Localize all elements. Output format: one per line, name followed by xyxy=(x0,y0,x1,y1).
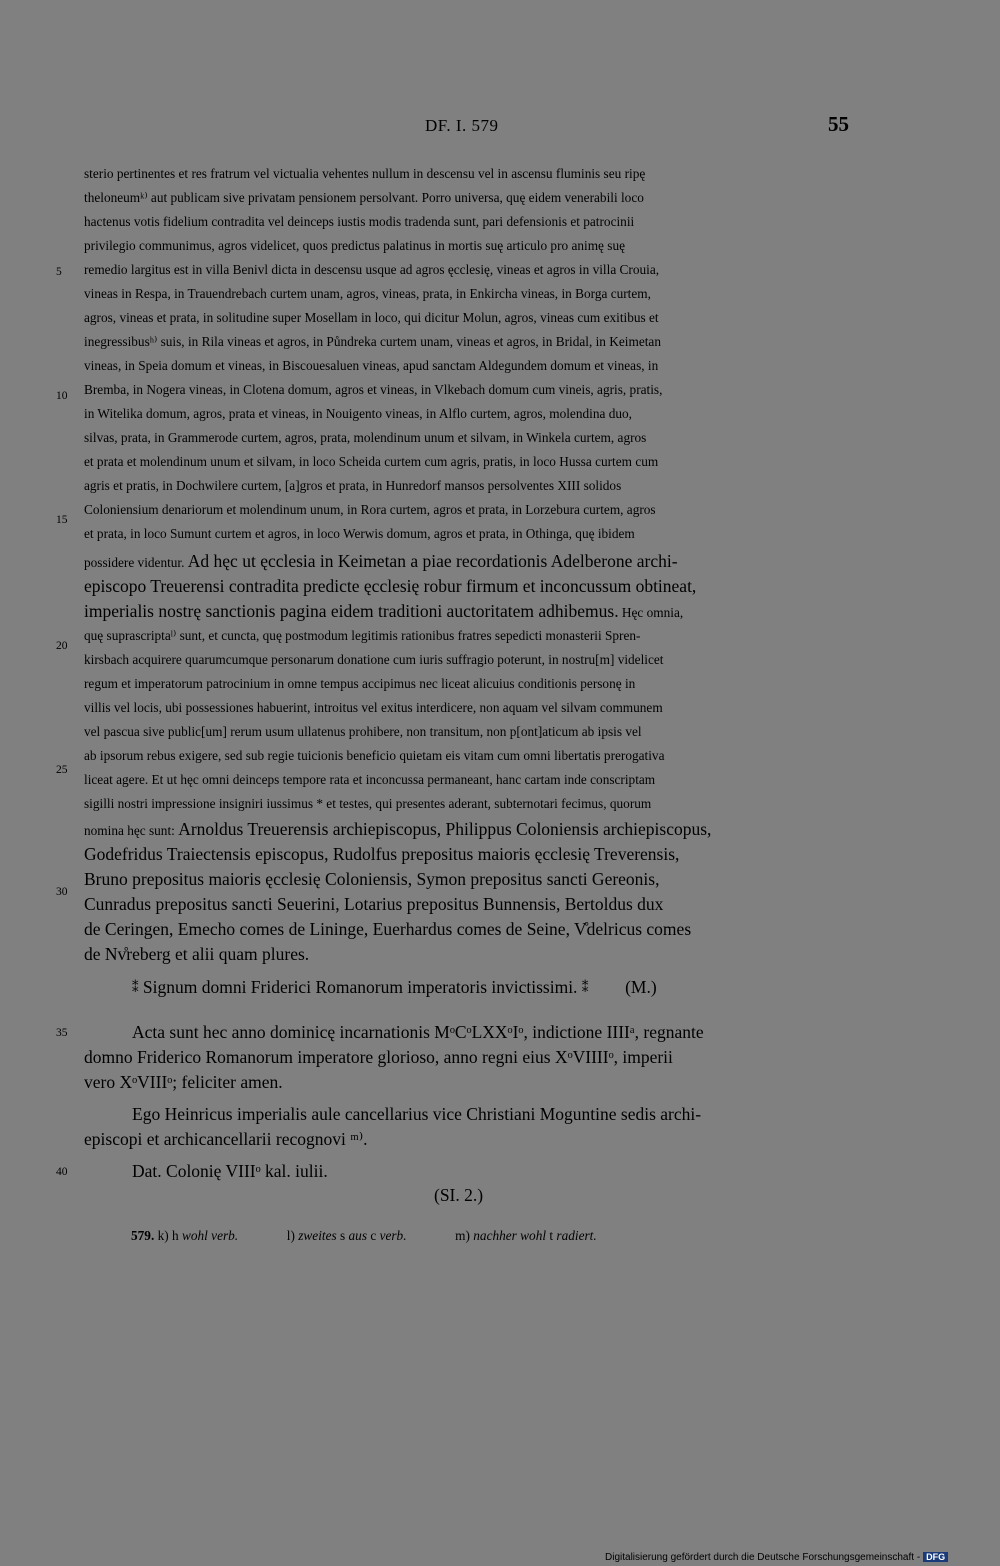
text-line: silvas, prata, in Grammerode curtem, agros, prata, molendinum unum et silvam, in Winkela curtem, agros xyxy=(84,430,647,445)
line-number: 5 xyxy=(56,266,62,278)
text-large-segment: Ad hęc ut ęcclesia in Keimetan a piae recordationis Adelberone archi- xyxy=(187,551,678,571)
cross-mark-icon: ⁑ xyxy=(581,980,589,995)
dfg-footer xyxy=(605,1552,948,1563)
signum-text: Signum domni Friderici Romanorum imperatoris invictissimi. xyxy=(142,977,578,997)
text-line: de Ceringen, Emecho comes de Lininge, Euerhardus comes de Seine, V̊delricus comes xyxy=(84,919,692,939)
footnote-k-label: k) h xyxy=(157,1228,179,1243)
footnote-l-mid: s xyxy=(340,1228,346,1243)
text-line: remedio largitus est in villa Benivl dicta in descensu usque ad agros ęcclesię, vineas et agros in villa Crouia, xyxy=(84,262,660,277)
line-number: 35 xyxy=(56,1027,68,1039)
text-line: ab ipsorum rebus exigere, sed sub regie tuicionis beneficio quietam eis vitam cum omni libertatis prerogativa xyxy=(84,748,665,763)
footnote-l-mid: c xyxy=(370,1228,377,1243)
text-large-segment: Arnoldus Treuerensis archiepiscopus, Philippus Coloniensis archiepiscopus, xyxy=(178,819,712,839)
text-line: privilegio communimus, agros videlicet, quos predictus palatinus in mortis suę articulo pro animę suę xyxy=(84,238,626,253)
dfg-footer-text: Digitalisierung gefördert durch die Deutsche Forschungsgemeinschaft - xyxy=(605,1552,921,1563)
dat-line: Dat. Colonię VIIIᵒ kal. iulii. xyxy=(132,1161,328,1181)
page-number: 55 xyxy=(828,112,849,136)
footnote-l-text: verb. xyxy=(379,1228,407,1243)
monogram-mark: (M.) xyxy=(625,977,657,997)
line-number: 25 xyxy=(56,764,68,776)
text-line: inegressibusʰ⁾ suis, in Rila vineas et agros, in Půndreka curtem unam, vineas et agros, in Bridal, in Keimetan xyxy=(84,334,661,349)
dfg-logo: DFG xyxy=(923,1552,948,1562)
text-line: vineas in Respa, in Trauendrebach curtem unam, agros, vineas, prata, in Enkircha vineas, in Borga curtem, xyxy=(84,286,651,301)
footnote-k-text: wohl verb. xyxy=(182,1228,239,1243)
footnote-doc-number: 579. xyxy=(131,1228,155,1243)
text-line: villis vel locis, ubi possessiones habuerint, introitus vel exitus interdicere, non aquam vel silvam communem xyxy=(84,700,663,715)
line-number: 15 xyxy=(56,514,68,526)
text-line: domno Friderico Romanorum imperatore glorioso, anno regni eius XᵒVIIIIᵒ, imperii xyxy=(84,1047,673,1067)
text-line: sterio pertinentes et res fratrum vel victualia vehentes nullum in descensu vel in ascensu fluminis seu ripę xyxy=(84,166,646,181)
text-line: kirsbach acquirere quarumcumque personarum donatione cum iuris suffragio poterunt, in nostru[m] videlicet xyxy=(84,652,664,667)
text-small-segment: nomina hęc sunt: xyxy=(84,823,175,838)
text-line: Cunradus prepositus sancti Seuerini, Lotarius prepositus Bunnensis, Bertoldus dux xyxy=(84,894,664,914)
text-line: Bruno prepositus maioris ęcclesię Coloniensis, Symon prepositus sancti Gereonis, xyxy=(84,869,660,889)
text-line: sigilli nostri impressione insigniri iussimus * et testes, qui presentes aderant, subternotari fecimus, quorum xyxy=(84,796,652,811)
text-small-segment: Hęc omnia, xyxy=(621,605,684,620)
line-number: 20 xyxy=(56,640,68,652)
text-large-segment: imperialis nostrę sanctionis pagina eidem traditioni auctoritatem adhibemus. xyxy=(84,601,619,621)
text-line: Coloniensium denariorum et molendinum unum, in Rora curtem, agros et prata, in Lorzebura curtem, agros xyxy=(84,502,656,517)
footnote-l-text: zweites xyxy=(298,1228,337,1243)
footnote-m-text: nachher wohl xyxy=(473,1228,547,1243)
text-line: Ego Heinricus imperialis aule cancellarius vice Christiani Moguntine sedis archi- xyxy=(132,1104,702,1124)
mixed-text-line xyxy=(84,548,852,574)
text-line: Acta sunt hec anno dominicę incarnationis MᵒCᵒLXXᵒIᵒ, indictione IIIIᵃ, regnante xyxy=(132,1022,704,1042)
text-line: de Nv̊reberg et alii quam plures. xyxy=(84,944,310,964)
text-line: agris et pratis, in Dochwilere curtem, [a]gros et prata, in Hunredorf mansos persolventes XIII solidos xyxy=(84,478,622,493)
text-line: episcopi et archicancellarii recognovi ᵐ⁾. xyxy=(84,1129,368,1149)
text-line: hactenus votis fidelium contradita vel deinceps iustis modis tradenda sunt, pari defensionis et patrocinii xyxy=(84,214,635,229)
signum-line xyxy=(132,974,852,1000)
seal-note: (SI. 2.) xyxy=(434,1185,484,1205)
text-line: et prata et molendinum unum et silvam, in loco Scheida curtem cum agris, pratis, in loco Hussa curtem cum xyxy=(84,454,659,469)
text-line: Godefridus Traiectensis episcopus, Rudolfus prepositus maioris ęcclesię Treverensis, xyxy=(84,844,680,864)
text-line: vel pascua sive public[um] rerum usum ullatenus prohibere, non transitum, non p[ont]aticum ab ipsis vel xyxy=(84,724,642,739)
footnote-m-text: radiert. xyxy=(556,1228,597,1243)
text-line: in Witelika domum, agros, prata et vineas, in Nouigento vineas, in Alflo curtem, agros, molendina duo, xyxy=(84,406,632,421)
mixed-text-line xyxy=(84,816,852,842)
text-line: liceat agere. Et ut hęc omni deinceps tempore rata et inconcussa permaneant, hanc cartam inde conscriptam xyxy=(84,772,656,787)
cross-mark-icon: ⁑ xyxy=(132,980,139,995)
text-line: quę suprascriptaˡ⁾ sunt, et cuncta, quę postmodum legitimis rationibus fratres sepedicti monasterii Spren- xyxy=(84,628,641,643)
line-number: 40 xyxy=(56,1166,68,1178)
footnotes xyxy=(131,1228,597,1244)
text-line: vineas, in Speia domum et vineas, in Biscouesaluen vineas, apud sanctam Aldegundem domum et vineas, in xyxy=(84,358,659,373)
text-line: theloneumᵏ⁾ aut publicam sive privatam pensionem persolvant. Porro universa, quę eidem venerabili loco xyxy=(84,190,644,205)
text-line: agros, vineas et prata, in solitudine super Mosellam in loco, qui dicitur Molun, agros, vineas cum exitibus et xyxy=(84,310,659,325)
text-line: episcopo Treuerensi contradita predicte ęcclesię robur firmum et inconcussum obtineat, xyxy=(84,576,697,596)
text-small-segment: possidere videntur. xyxy=(84,555,185,570)
text-line: et prata, in loco Sumunt curtem et agros, in loco Werwis domum, agros et prata, in Othinga, quę ibidem xyxy=(84,526,635,541)
footnote-m-mid: t xyxy=(549,1228,554,1243)
footnote-m-label: m) xyxy=(455,1228,470,1243)
text-line: vero XᵒVIIIᵒ; feliciter amen. xyxy=(84,1072,283,1092)
line-number: 10 xyxy=(56,390,68,402)
page-header xyxy=(0,112,1000,142)
running-head: DF. I. 579 xyxy=(425,116,499,135)
footnote-l-text: aus xyxy=(348,1228,367,1243)
mixed-text-line xyxy=(84,598,852,624)
text-line: Bremba, in Nogera vineas, in Clotena domum, agros et vineas, in Vlkebach domum cum vineis, agris, pratis, xyxy=(84,382,663,397)
footnote-l-label: l) xyxy=(286,1228,295,1243)
text-line: regum et imperatorum patrocinium in omne tempus accipimus nec liceat alicuius conditionis personę in xyxy=(84,676,636,691)
line-number: 30 xyxy=(56,886,68,898)
